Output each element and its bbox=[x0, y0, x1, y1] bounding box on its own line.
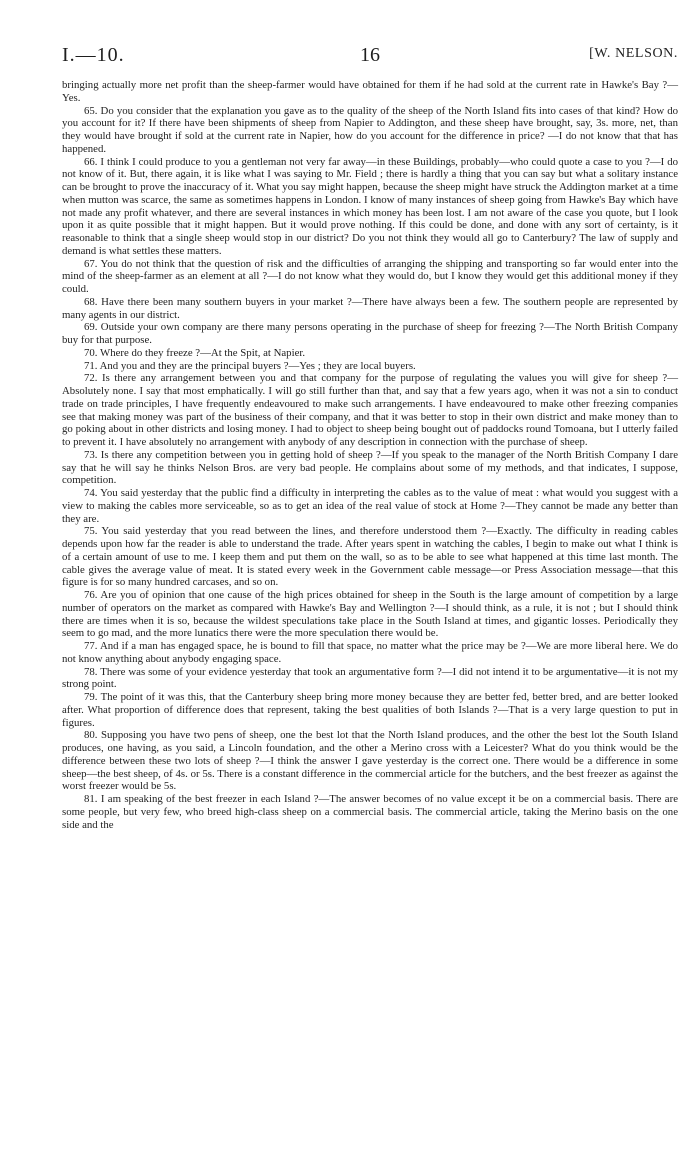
paragraph: 81. I am speaking of the best freezer in each Island ?—The answer becomes of no value except it be on a commercial basis. There are some people, but very few, who breed high-class sheep on a commercial basis. The commercial article, taking the Merino basis on the one side and the bbox=[62, 793, 678, 831]
paragraph: 76. Are you of opinion that one cause of the high prices obtained for sheep in the South is the large amount of competition by a large number of operators on the market as compared with Hawke's Bay and Wellington ?—I should think, as a rule, it is not ; but I should think there are times when it is so, because the wildest speculations take place in the South Island at times, and gigantic losses. Periodically they seem to go mad, and the more lunatics there were the more speculation there would be. bbox=[62, 589, 678, 640]
paragraph: 66. I think I could produce to you a gentleman not very far away—in these Buildings, probably—who could quote a case to you ?—I do not know of it. But, there again, it is like what I was saying to Mr. Field ; there is hardly a thing that you can say but what a solitary instance can be brought to prove the inaccuracy of it. What you say might happen, because the sheep might have struck the Addington market at a time when mutton was scarce, the same as sometimes happens in London. I know of many instances of sheep going from Hawke's Bay which have not made any profit whatever, and there are several instances in which money has been lost. I am not aware of the case you quote, but I look upon it as quite possible that it might happen. But it would prove nothing. If this could be done, and done with any sort of certainty, is it reasonable to think that a single sheep would stop in our district? Do you not think they would all go to Canterbury? The law of supply and demand is what settles these matters. bbox=[62, 155, 678, 257]
paragraph: 75. You said yesterday that you read between the lines, and therefore understood them ?—Exactly. The difficulty in reading cables depends upon how far the reader is able to understand the trade. After years spent in watching the cables, I begin to make out what I think is of a certain amount of use to me. I keep them and put them on the wall, so as to be able to see what happened at this time last month. The cable gives the average value of meat. It is stated every week in the Government cable message—or Press Association message—that this figure is for so many hundred carcases, and so on. bbox=[62, 525, 678, 589]
paragraph: bringing actually more net profit than the sheep-farmer would have obtained for them if he had sold at the current rate in Hawke's Bay ?—Yes. bbox=[62, 79, 678, 104]
paragraph: 67. You do not think that the question of risk and the difficulties of arranging the shipping and transporting so far would enter into the mind of the sheep-farmer as an element at all ?—I do not know what they would do, but I know they would get this additional money if they could. bbox=[62, 257, 678, 295]
page-header bbox=[62, 44, 678, 70]
paragraph: 69. Outside your own company are there many persons operating in the purchase of sheep for freezing ?—The North British Company buy for that purpose. bbox=[62, 321, 678, 346]
paragraph: 68. Have there been many southern buyers in your market ?—There have always been a few. The southern people are represented by many agents in our district. bbox=[62, 295, 678, 321]
witness-name: [W. NELSON. bbox=[589, 46, 678, 61]
paragraph: 73. Is there any competition between you in getting hold of sheep ?—If you speak to the manager of the North British Company I dare say that he will say he thinks Nelson Bros. are very bad people. He complains about some of my methods, and that indicates, I suppose, competition. bbox=[62, 448, 678, 487]
paragraph: 78. There was some of your evidence yesterday that took an argumentative form ?—I did not intend it to be argumentative—it is not my strong point. bbox=[62, 665, 678, 691]
body-text bbox=[62, 79, 678, 831]
paragraph: 71. And you and they are the principal buyers ?—Yes ; they are local buyers. bbox=[84, 359, 416, 372]
page-number: 16 bbox=[360, 44, 380, 66]
paragraph: 77. And if a man has engaged space, he is bound to fill that space, no matter what the price may be ?—We are more liberal here. We do not know anything about anybody engaging space. bbox=[62, 640, 678, 665]
paragraph: 80. Supposing you have two pens of sheep, one the best lot that the North Island produces, and the other the best lot the South Island produces, one having, as you said, a Lincoln foundation, and the other a Merino cross with a Leicester? What do you think would be the difference between these two lots of sheep ?—I think the answer I gave yesterday is the correct one. There would be a difference in some sheep—the best sheep, of 4s. or 5s. There is a constant difference in the commercial article for the butchers, and the best freezer as against the worst freezer would be 5s. bbox=[62, 729, 678, 793]
document-reference: I.—10. bbox=[62, 44, 125, 66]
paragraph: 74. You said yesterday that the public find a difficulty in interpreting the cables as to the value of meat : what would you suggest with a view to making the cables more serviceable, so as to get an idea of the real value of stock at Home ?—They cannot be made any better than they are. bbox=[62, 487, 678, 525]
paragraph: 65. Do you consider that the explanation you gave as to the quality of the sheep of the North Island fits into cases of that kind? How do you account for it? If there have been shipments of sheep from Napier to Addington, and these sheep have brought, say, 3s. more, net, than they would have brought if sold at the current rate in Napier, how do you account for the difference in price? —I do not know that that has happened. bbox=[62, 104, 678, 155]
paragraph: 79. The point of it was this, that the Canterbury sheep bring more money because they are better fed, better bred, and are better looked after. What proportion of difference does that represent, taking the best qualities of both Islands ?—That is a very large question to put in figures. bbox=[62, 691, 678, 729]
paragraph: 70. Where do they freeze ?—At the Spit, at Napier. bbox=[84, 346, 306, 359]
paragraph: 72. Is there any arrangement between you and that company for the purpose of regulating the values you will give for sheep ?—Absolutely none. I say that most emphatically. I will go still further than that, and say that a few years ago, when it was not a sin to conduct trade on trade principles, I have frequently endeavoured to make such arrangements. I have endeavoured to make other freezing companies see that making money was part of the business of their company, and that it was better to stop in their own district and make money than to go poking about in other districts and losing money. I had to object to sheep being bought out of paddocks round Tomoana, but I utterly failed to prevent it. I have absolutely no arrangement with anybody of any description in connection with the purchase of sheep. bbox=[62, 372, 678, 448]
